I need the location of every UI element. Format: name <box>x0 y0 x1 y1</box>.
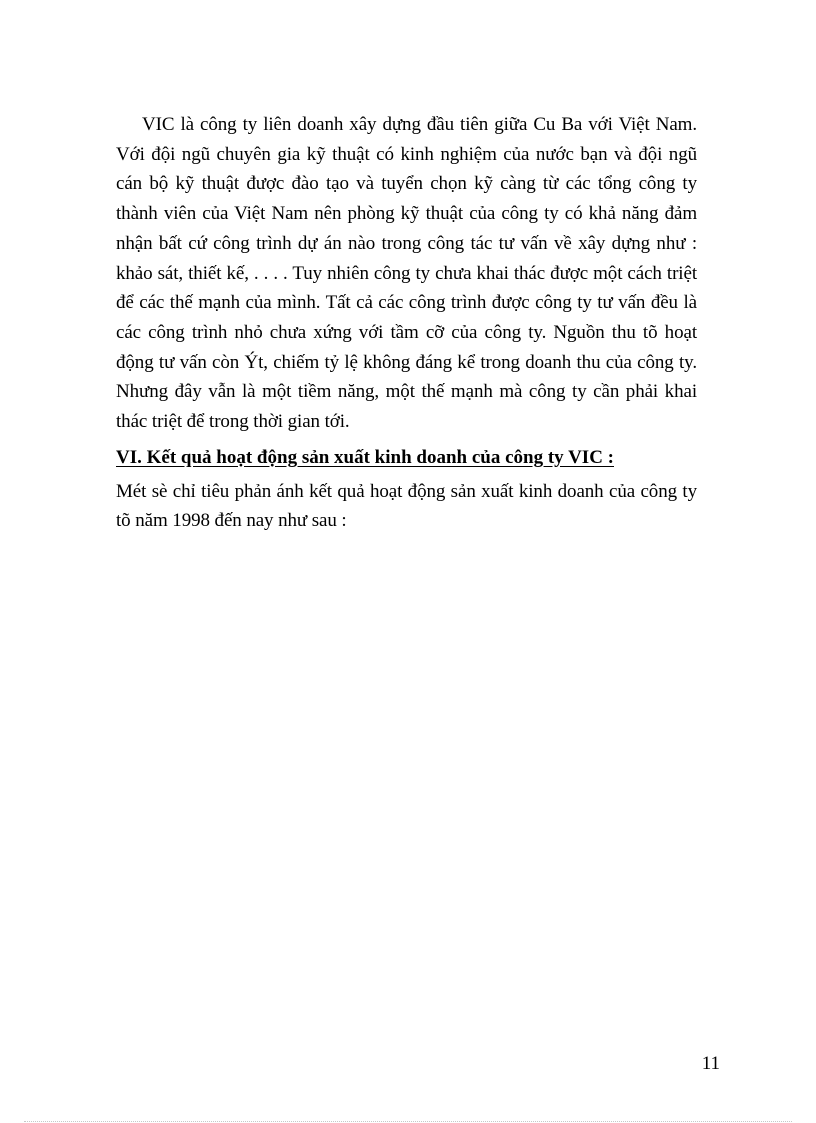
document-body <box>116 110 697 536</box>
section-intro-paragraph: Mét sè chỉ tiêu phản ánh kết quả hoạt động sản xuất kinh doanh của công ty tõ năm 1998 đến nay như sau : <box>116 480 697 532</box>
page-bottom-rule <box>24 1121 792 1122</box>
body-paragraph: VIC là công ty liên doanh xây dựng đầu tiên giữa Cu Ba với Việt Nam. Với đội ngũ chuyên gia kỹ thuật có kinh nghiệm của nước bạn và đội ngũ cán bộ kỹ thuật được đào tạo và tuyển chọn kỹ càng từ các tổng công ty thành viên của Việt Nam nên phòng kỹ thuật của công ty có khả năng đảm nhận bất cứ công trình dự án nào trong công tác tư vấn về xây dựng như : khảo sát, thiết kế, . . . . Tuy nhiên công ty chưa khai thác được một cách triệt để các thế mạnh của mình. Tất cả các công trình được công ty tư vấn đều là các công trình nhỏ chưa xứng với tầm cỡ của công ty. Nguồn thu tõ hoạt động tư vấn còn Ýt, chiếm tỷ lệ không đáng kể trong doanh thu của công ty. Nhưng đây vẫn là một tiềm năng, một thế mạnh mà công ty cần phải khai thác triệt để trong thời gian tới. <box>116 114 697 433</box>
section-heading: VI. Kết quả hoạt động sản xuất kinh doanh của công ty VIC : <box>116 446 614 468</box>
page-number: 11 <box>701 1053 720 1074</box>
